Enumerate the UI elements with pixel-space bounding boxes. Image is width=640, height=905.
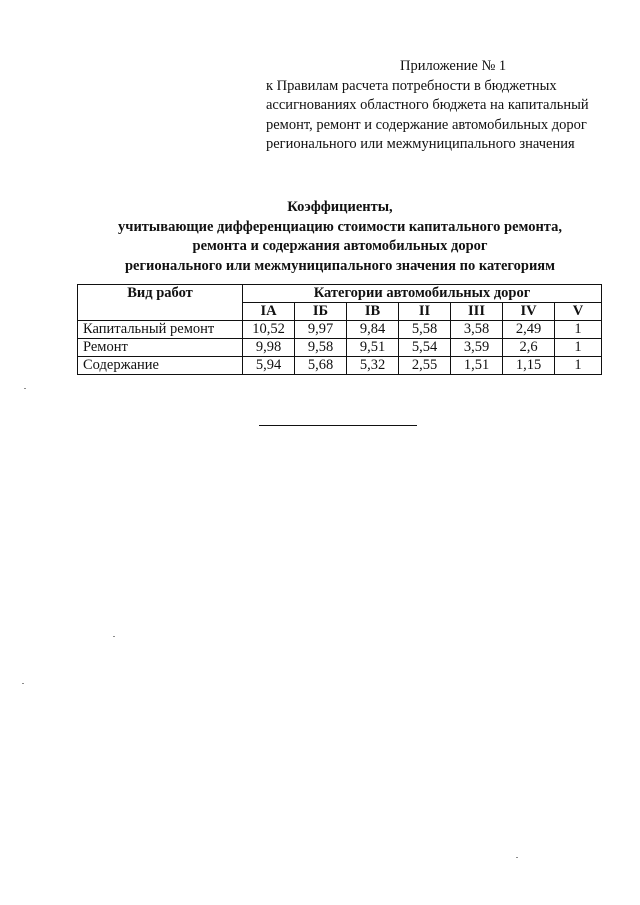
value-cell: 9,97 [295, 321, 347, 339]
scan-speck [22, 683, 24, 684]
value-cell: 9,51 [347, 339, 399, 357]
category-header: IV [503, 303, 555, 321]
value-cell: 1 [555, 321, 602, 339]
scan-speck [24, 388, 26, 389]
value-cell: 2,55 [399, 357, 451, 375]
title-line: учитывающие дифференциацию стоимости капитального ремонта, [118, 218, 562, 235]
value-cell: 3,58 [451, 321, 503, 339]
work-type-cell: Содержание [78, 357, 243, 375]
appendix-line: ассигнованиях областного бюджета на капитальный [266, 97, 589, 113]
document-title [60, 198, 620, 276]
title-line: Коэффициенты, [287, 199, 393, 215]
value-cell: 2,49 [503, 321, 555, 339]
scan-speck [516, 857, 518, 858]
title-line: регионального или межмуниципального значения по категориям [124, 257, 556, 274]
category-header: V [555, 303, 602, 321]
header-work-type: Вид работ [78, 285, 243, 321]
table-row [78, 357, 602, 375]
table-header-row [78, 285, 602, 303]
appendix-number: Приложение № 1 [400, 58, 507, 74]
value-cell: 5,54 [399, 339, 451, 357]
category-header: IБ [295, 303, 347, 321]
value-cell: 3,59 [451, 339, 503, 357]
value-cell: 5,68 [295, 357, 347, 375]
appendix-line: ремонт, ремонт и содержание автомобильных дорог [266, 116, 587, 133]
scan-speck [113, 636, 115, 637]
header-categories: Категории автомобильных дорог [243, 285, 602, 303]
category-header: IA [243, 303, 295, 321]
value-cell: 1 [555, 339, 602, 357]
value-cell: 5,32 [347, 357, 399, 375]
signature-line [259, 425, 417, 426]
category-header: IB [347, 303, 399, 321]
appendix-line: к Правилам расчета потребности в бюджетных [266, 77, 557, 94]
value-cell: 1,15 [503, 357, 555, 375]
value-cell: 9,98 [243, 339, 295, 357]
value-cell: 1,51 [451, 357, 503, 375]
work-type-cell: Капитальный ремонт [78, 321, 243, 339]
value-cell: 10,52 [243, 321, 295, 339]
appendix-line: регионального или межмуниципального значения [266, 136, 575, 152]
table-row [78, 339, 602, 357]
title-line: ремонта и содержания автомобильных дорог [192, 238, 488, 255]
category-header: III [451, 303, 503, 321]
appendix-block [266, 57, 626, 155]
value-cell: 2,6 [503, 339, 555, 357]
value-cell: 5,58 [399, 321, 451, 339]
work-type-cell: Ремонт [78, 339, 243, 357]
table-row [78, 321, 602, 339]
value-cell: 9,58 [295, 339, 347, 357]
value-cell: 1 [555, 357, 602, 375]
value-cell: 9,84 [347, 321, 399, 339]
category-header: II [399, 303, 451, 321]
value-cell: 5,94 [243, 357, 295, 375]
coefficients-table [77, 284, 602, 375]
